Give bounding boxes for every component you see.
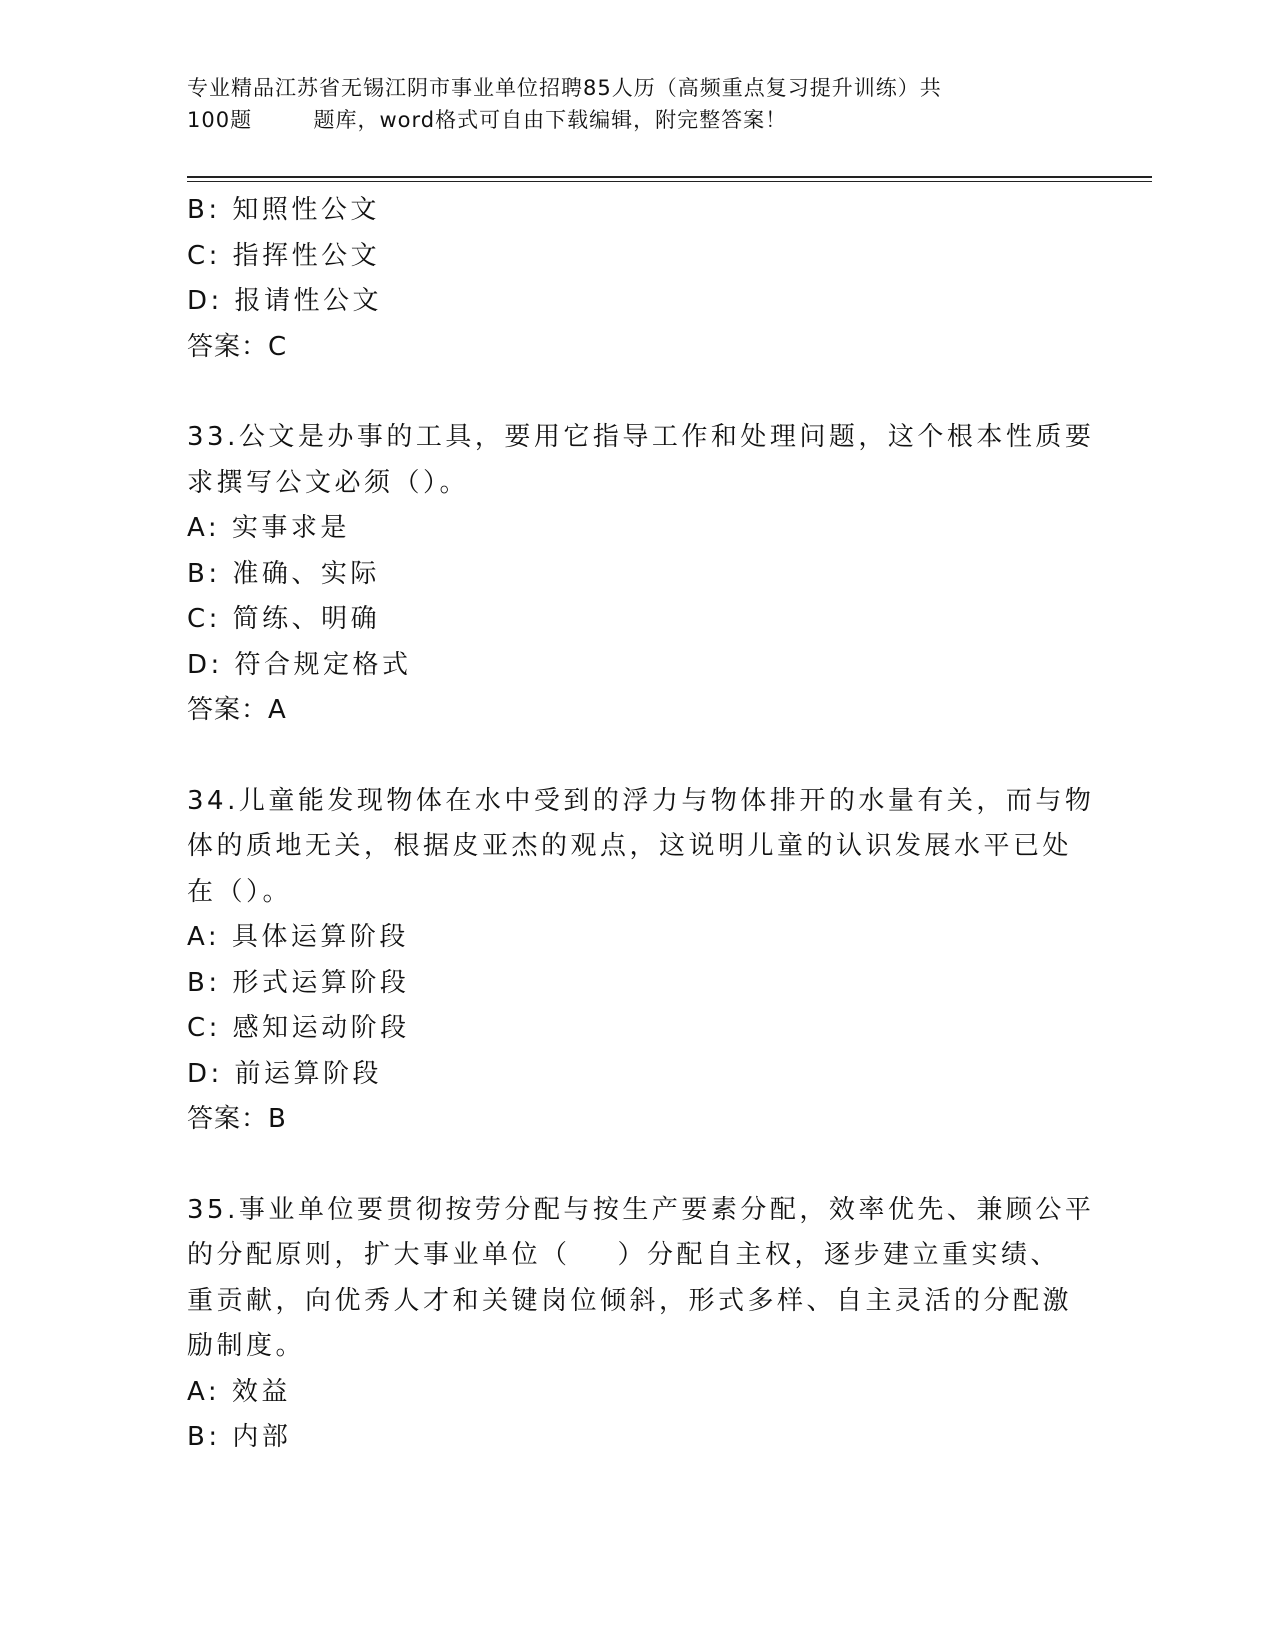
option-a: A: 具体运算阶段 — [187, 922, 409, 952]
question-block-32 — [187, 188, 1087, 370]
question-text: 的分配原则，扩大事业单位（ ）分配自主权，逐步建立重实绩、 — [187, 1240, 1061, 1270]
block-spacer — [187, 734, 1087, 779]
option-c: C: 指挥性公文 — [187, 240, 381, 271]
option-a: A: 实事求是 — [187, 513, 350, 543]
option-a: A: 效益 — [187, 1376, 291, 1407]
header-rule-thick — [187, 176, 1152, 178]
question-block-33 — [187, 415, 1095, 734]
answer-line: 答案：B — [187, 1104, 287, 1134]
header-title-line-1: 专业精品江苏省无锡江阴市事业单位招聘85人历（高频重点复习提升训练）共 — [187, 76, 942, 100]
question-content — [187, 188, 1095, 1461]
option-b: B: 知照性公文 — [187, 195, 380, 225]
question-block-35 — [187, 1188, 1095, 1461]
block-spacer — [187, 370, 1087, 415]
header-rule-thin — [187, 181, 1152, 182]
option-b: B: 形式运算阶段 — [187, 967, 410, 998]
option-d: D: 报请性公文 — [187, 286, 383, 316]
option-d: D: 符合规定格式 — [187, 649, 412, 680]
question-text: 在（）。 — [187, 876, 293, 907]
question-text: 34.儿童能发现物体在水中受到的浮力与物体排开的水量有关，而与物 — [187, 785, 1095, 816]
option-b: B: 内部 — [187, 1422, 292, 1452]
question-text: 求撰写公文必须（）。 — [187, 467, 470, 498]
option-c: C: 感知运动阶段 — [187, 1013, 410, 1043]
question-text: 体的质地无关，根据皮亚杰的观点，这说明儿童的认识发展水平已处 — [187, 831, 1073, 861]
answer-line: 答案：C — [187, 331, 288, 362]
question-block-34 — [187, 779, 1095, 1143]
question-text: 35.事业单位要贯彻按劳分配与按生产要素分配，效率优先、兼顾公平 — [187, 1194, 1095, 1225]
answer-line: 答案：A — [187, 695, 287, 725]
question-text: 重贡献，向优秀人才和关键岗位倾斜，形式多样、自主灵活的分配激 — [187, 1285, 1073, 1316]
header-title-line-2: 100题 题库，word格式可自由下载编辑，附完整答案！ — [187, 108, 788, 132]
question-text: 励制度。 — [187, 1331, 306, 1361]
option-c: C: 简练、明确 — [187, 604, 381, 634]
option-d: D: 前运算阶段 — [187, 1058, 383, 1089]
option-b: B: 准确、实际 — [187, 558, 380, 589]
block-spacer — [187, 1143, 1087, 1188]
question-text: 33.公文是办事的工具，要用它指导工作和处理问题，这个根本性质要 — [187, 422, 1095, 452]
document-header — [187, 72, 1087, 136]
